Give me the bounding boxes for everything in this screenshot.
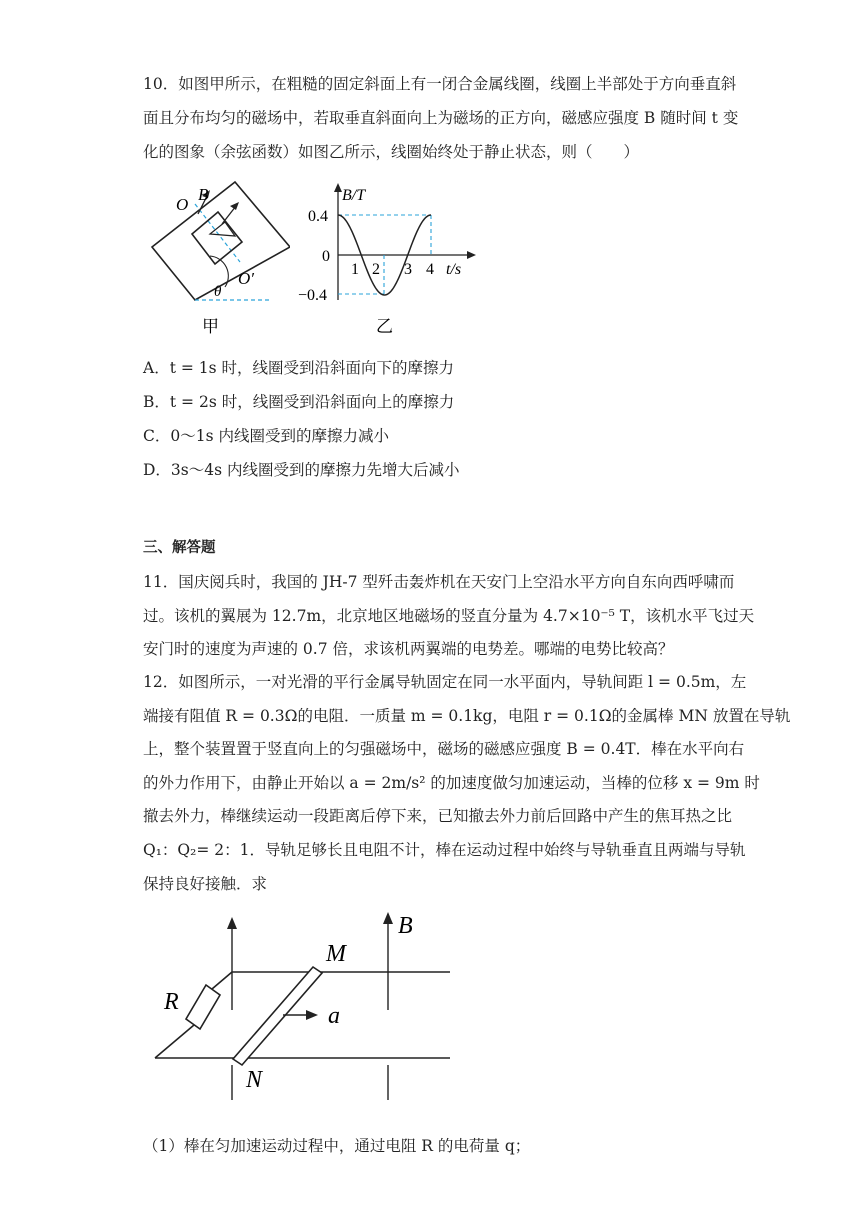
ytick-0: 0 [322,248,330,265]
q10-line-2: 面且分布均匀的磁场中，若取垂直斜面向上为磁场的正方向，磁感应强度 B 随时间 t 变 [143,109,739,127]
q12-line-3: 上，整个装置置于竖直向上的匀强磁场中，磁场的磁感应强度 B = 0.4T．棒在水平向右 [143,740,745,758]
figure-jia [140,172,290,337]
label-b: B [198,185,209,204]
q12-line-4: 的外力作用下，由静止开始以 a = 2m/s² 的加速度做匀加速运动，当棒的位移 x = 9m 时 [143,774,760,792]
label-o: O [176,195,189,214]
option-d: D．3s～4s 内线圈受到的摩擦力先增大后减小 [143,461,460,479]
q12-line-7: 保持良好接触．求 [143,875,268,893]
xtick-1: 1 [351,261,359,278]
label-m: M [326,941,346,967]
q12-line-6: Q₁：Q₂= 2：1．导轨足够长且电阻不计，棒在运动过程中始终与导轨垂直且两端与导轨 [143,841,746,859]
ytick-neg-0-4: −0.4 [298,287,328,304]
q12-line-2: 端接有阻值 R = 0.3Ω的电阻．一质量 m = 0.1kg，电阻 r = 0.1Ω的金属棒 MN 放置在导轨 [143,707,791,725]
figure-yi [296,180,486,340]
label-n: N [246,1067,263,1093]
ytick-0-4: 0.4 [308,208,328,225]
xtick-3: 3 [404,261,412,278]
option-b: B．t = 2s 时，线圈受到沿斜面向上的摩擦力 [143,393,455,411]
x-axis-label: t/s [446,261,462,278]
xtick-2: 2 [372,261,380,278]
option-c: C．0～1s 内线圈受到的摩擦力减小 [143,427,389,445]
label-a: a [328,1003,340,1029]
q11-line-2: 过。该机的翼展为 12.7m，北京地区地磁场的竖直分量为 4.7×10⁻⁵ T，该机水平飞过天 [143,607,755,625]
xtick-4: 4 [426,261,434,278]
q12-line-5: 撤去外力，棒继续运动一段距离后停下来，已知撤去外力前后回路中产生的焦耳热之比 [143,807,733,825]
figure-q12 [150,905,460,1105]
y-axis-label: B/T [342,187,366,204]
q12-sub-1: （1）棒在匀加速运动过程中，通过电阻 R 的电荷量 q； [143,1137,531,1155]
q10-line-3: 化的图象（余弦函数）如图乙所示，线圈始终处于静止状态，则（ ） [143,143,640,161]
q11-line-3: 安门时的速度为声速的 0.7 倍，求该机两翼端的电势差。哪端的电势比较高？ [143,640,674,658]
section-title: 三、解答题 [143,540,216,556]
q10-line-1: 10．如图甲所示，在粗糙的固定斜面上有一闭合金属线圈，线圈上半部处于方向垂直斜 [143,75,737,93]
caption-yi: 乙 [376,317,393,336]
label-o-prime: O′ [238,269,254,288]
caption-jia: 甲 [202,317,219,336]
q11-line-1: 11．国庆阅兵时，我国的 JH-7 型歼击轰炸机在天安门上空沿水平方向自东向西呼啸而 [143,573,735,591]
label-theta: θ [214,284,222,300]
label-r: R [164,989,179,1015]
q12-line-1: 12．如图所示，一对光滑的平行金属导轨固定在同一水平面内，导轨间距 l = 0.5m，左 [143,673,747,691]
option-a: A．t = 1s 时，线圈受到沿斜面向下的摩擦力 [143,359,455,377]
label-b-q12: B [398,913,413,939]
